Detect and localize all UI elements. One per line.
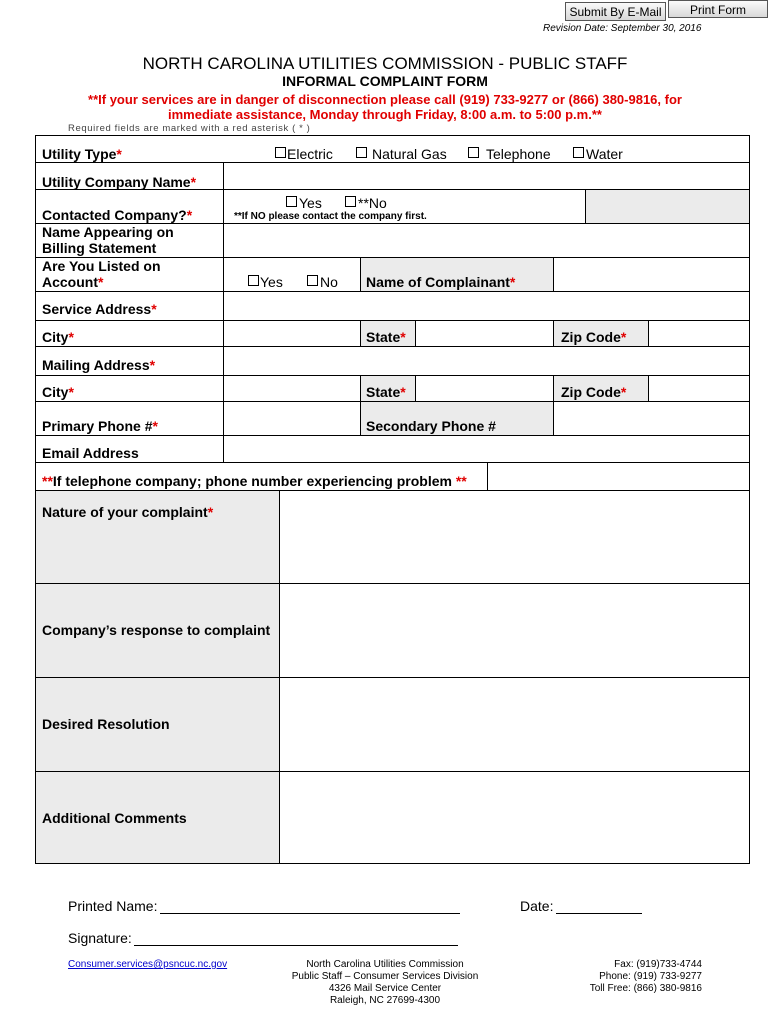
secondary-phone-label: Secondary Phone # xyxy=(366,418,496,434)
water-option-label: Water xyxy=(586,146,623,162)
mailing-city-input[interactable] xyxy=(224,376,360,401)
listed-no-label: No xyxy=(320,274,338,290)
water-checkbox[interactable] xyxy=(573,147,584,158)
service-address-label: Service Address* xyxy=(42,301,157,317)
submit-by-email-button[interactable]: Submit By E-Mail xyxy=(565,2,666,21)
company-response-textarea[interactable] xyxy=(280,584,749,677)
primary-phone-input[interactable] xyxy=(224,402,360,435)
mailing-address-label: Mailing Address* xyxy=(42,357,156,373)
footer-org-line1: North Carolina Utilities Commission xyxy=(306,959,464,970)
company-response-label: Company’s response to complaint xyxy=(42,622,271,638)
additional-comments-label: Additional Comments xyxy=(42,810,187,826)
footer-phone: Phone: (919) 733-9277 xyxy=(599,971,702,982)
nature-of-complaint-label: Nature of your complaint* xyxy=(42,504,214,520)
email-address-label: Email Address xyxy=(42,445,139,461)
mailing-state-input[interactable] xyxy=(416,376,553,401)
contacted-blank-cell xyxy=(586,190,749,223)
listed-on-account-label: Are You Listed on Account* xyxy=(42,258,161,290)
disconnection-warning-line1: **If your services are in danger of disconnection please call (919) 733-9277 or (866) 380-9816, for xyxy=(88,92,682,107)
nature-of-complaint-textarea[interactable] xyxy=(280,491,749,583)
telephone-option-label: Telephone xyxy=(486,146,551,162)
signature-label: Signature: xyxy=(68,930,132,946)
complainant-name-label: Name of Complainant* xyxy=(366,274,516,290)
footer-org-line3: 4326 Mail Service Center xyxy=(328,983,442,994)
email-address-input[interactable] xyxy=(224,436,749,462)
footer-org-line2: Public Staff – Consumer Services Division xyxy=(291,971,479,982)
natural-gas-option-label: Natural Gas xyxy=(372,146,447,162)
desired-resolution-textarea[interactable] xyxy=(280,678,749,771)
utility-type-label: Utility Type* xyxy=(42,146,122,162)
billing-name-label: Name Appearing on Billing Statement xyxy=(42,224,174,256)
listed-yes-label: Yes xyxy=(260,274,283,290)
footer-org-line4: Raleigh, NC 27699-4300 xyxy=(329,995,441,1006)
telephone-problem-input[interactable] xyxy=(488,463,749,490)
complainant-name-input[interactable] xyxy=(554,258,749,291)
primary-phone-label: Primary Phone #* xyxy=(42,418,158,434)
print-form-button[interactable]: Print Form xyxy=(668,0,768,18)
printed-name-line[interactable] xyxy=(160,913,460,914)
contacted-no-label: **No xyxy=(358,195,387,211)
footer-tollfree: Toll Free: (866) 380-9816 xyxy=(589,983,702,994)
consumer-services-email-link[interactable]: Consumer.services@psncuc.nc.gov xyxy=(68,959,228,970)
footer-fax: Fax: (919)733-4744 xyxy=(614,959,702,970)
electric-checkbox[interactable] xyxy=(275,147,286,158)
contacted-company-label: Contacted Company?* xyxy=(42,207,193,223)
mailing-state-label: State* xyxy=(366,384,406,400)
service-state-input[interactable] xyxy=(416,321,553,346)
contacted-yes-label: Yes xyxy=(299,195,322,211)
printed-name-label: Printed Name: xyxy=(68,898,158,914)
telephone-problem-label: **If telephone company; phone number experiencing problem ** xyxy=(42,473,467,489)
date-line[interactable] xyxy=(556,913,642,914)
utility-company-input[interactable] xyxy=(224,163,749,189)
listed-no-checkbox[interactable] xyxy=(307,275,318,286)
additional-comments-textarea[interactable] xyxy=(280,772,749,863)
disconnection-warning-line2: immediate assistance, Monday through Friday, 8:00 a.m. to 5:00 p.m.** xyxy=(168,107,602,122)
signature-line[interactable] xyxy=(134,945,458,946)
date-label: Date: xyxy=(520,898,554,914)
mailing-zip-label: Zip Code* xyxy=(561,384,627,400)
secondary-phone-input[interactable] xyxy=(554,402,749,435)
required-fields-note: Required fields are marked with a red asterisk ( * ) xyxy=(68,123,311,134)
revision-date: Revision Date: September 30, 2016 xyxy=(543,23,702,34)
service-zip-label: Zip Code* xyxy=(561,329,627,345)
billing-name-input[interactable] xyxy=(224,224,749,257)
mailing-city-label: City* xyxy=(42,384,74,400)
form-subtitle: INFORMAL COMPLAINT FORM xyxy=(282,73,488,89)
desired-resolution-label: Desired Resolution xyxy=(42,716,170,732)
service-city-input[interactable] xyxy=(224,321,360,346)
listed-yes-checkbox[interactable] xyxy=(248,275,259,286)
telephone-checkbox[interactable] xyxy=(468,147,479,158)
electric-option-label: Electric xyxy=(287,146,333,162)
service-zip-input[interactable] xyxy=(649,321,749,346)
natural-gas-checkbox[interactable] xyxy=(356,147,367,158)
service-state-label: State* xyxy=(366,329,406,345)
contact-company-note: **If NO please contact the company first. xyxy=(234,211,427,222)
contacted-yes-checkbox[interactable] xyxy=(286,196,297,207)
page-title: NORTH CAROLINA UTILITIES COMMISSION - PUBLIC STAFF xyxy=(142,54,628,73)
mailing-zip-input[interactable] xyxy=(649,376,749,401)
contacted-no-checkbox[interactable] xyxy=(345,196,356,207)
service-city-label: City* xyxy=(42,329,74,345)
utility-company-label: Utility Company Name* xyxy=(42,174,197,190)
